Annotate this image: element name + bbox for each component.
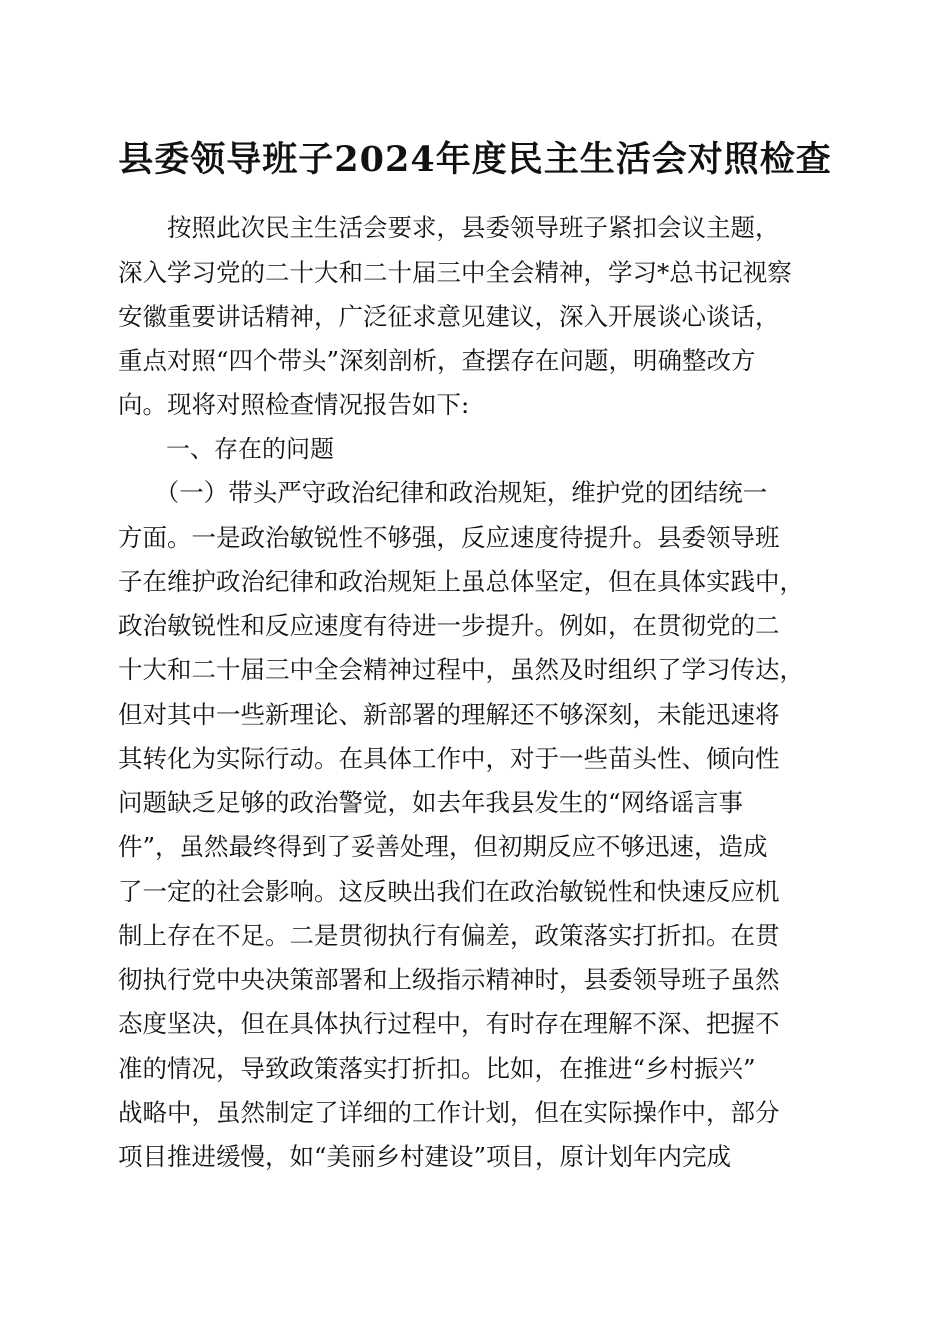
paragraph-line: 态度坚决，但在具体执行过程中，有时存在理解不深、把握不 — [118, 1009, 780, 1038]
paragraph-line: 其转化为实际行动。在具体工作中，对于一些苗头性、倾向性 — [118, 744, 780, 773]
paragraph-line: 制上存在不足。二是贯彻执行有偏差，政策落实打折扣。在贯 — [118, 921, 780, 950]
paragraph-line: 十大和二十届三中全会精神过程中，虽然及时组织了学习传达， — [118, 655, 804, 684]
paragraph-line: 了一定的社会影响。这反映出我们在政治敏锐性和快速反应机 — [118, 877, 780, 906]
paragraph-line: 战略中，虽然制定了详细的工作计划，但在实际操作中，部分 — [118, 1098, 780, 1127]
paragraph-line: 安徽重要讲话精神，广泛征求意见建议，深入开展谈心谈话， — [118, 302, 780, 331]
paragraph-line: 彻执行党中央决策部署和上级指示精神时，县委领导班子虽然 — [118, 965, 780, 994]
paragraph-line: 政治敏锐性和反应速度有待进一步提升。例如，在贯彻党的二 — [118, 611, 780, 640]
paragraph-line: 问题缺乏足够的政治警觉，如去年我县发生的“网络谣言事 — [118, 788, 744, 817]
paragraph-line: 重点对照“四个带头”深刻剖析，查摆存在问题，明确整改方 — [118, 346, 756, 375]
subsection-heading-line: （一）带头严守政治纪律和政治规矩，维护党的团结统一 — [118, 478, 768, 507]
document-title: 县委领导班子2024年度民主生活会对照检查 — [118, 139, 832, 180]
paragraph-line: 向。现将对照检查情况报告如下: — [118, 390, 470, 419]
paragraph-line: 但对其中一些新理论、新部署的理解还不够深刻，未能迅速将 — [118, 700, 780, 729]
paragraph-line: 按照此次民主生活会要求，县委领导班子紧扣会议主题， — [118, 213, 780, 242]
paragraph-line: 件”，虽然最终得到了妥善处理，但初期反应不够迅速，造成 — [118, 832, 768, 861]
paragraph-line: 深入学习党的二十大和二十届三中全会精神，学习*总书记视察 — [118, 258, 792, 287]
paragraph-line: 方面。一是政治敏锐性不够强，反应速度待提升。县委领导班 — [118, 523, 780, 552]
paragraph-line: 准的情况，导致政策落实打折扣。比如，在推进“乡村振兴” — [118, 1054, 756, 1083]
paragraph-line: 项目推进缓慢，如“美丽乡村建设”项目，原计划年内完成 — [118, 1142, 732, 1171]
section-heading: 一、存在的问题 — [118, 435, 334, 463]
paragraph-line: 子在维护政治纪律和政治规矩上虽总体坚定，但在具体实践中， — [118, 567, 804, 596]
